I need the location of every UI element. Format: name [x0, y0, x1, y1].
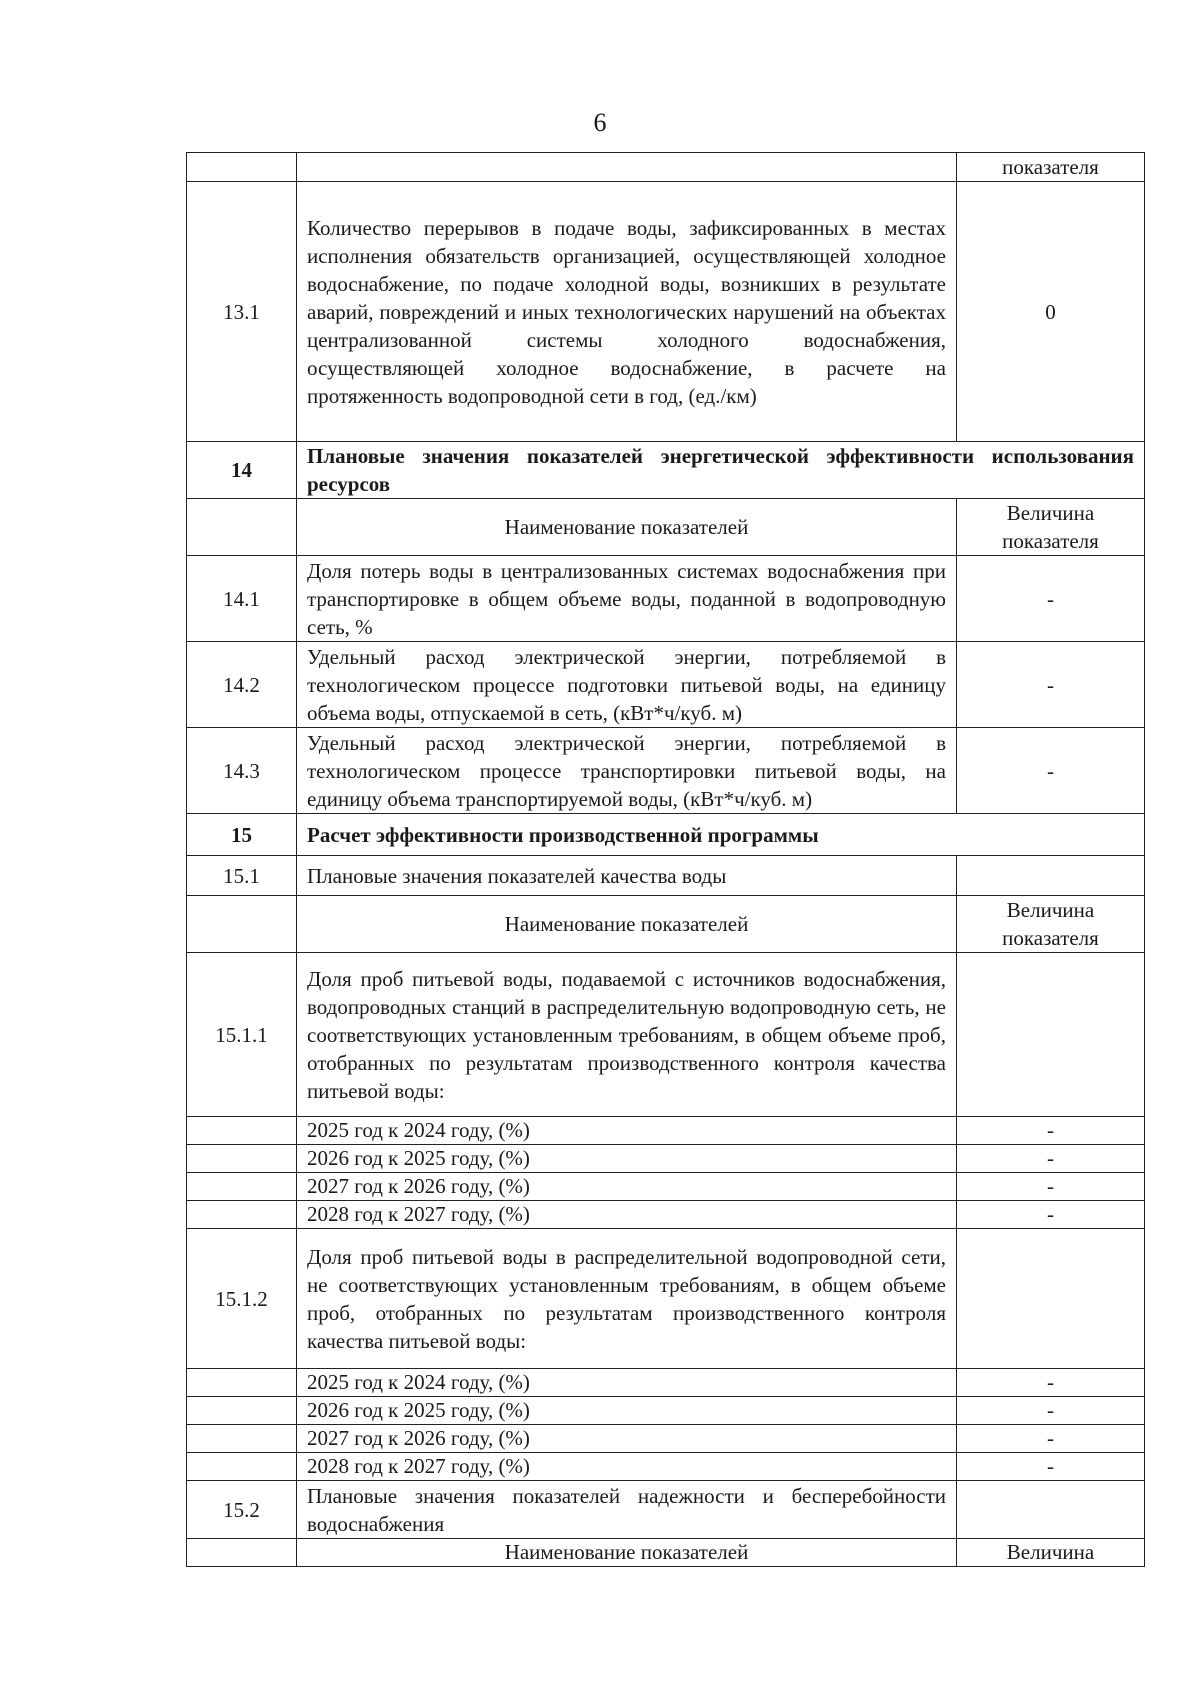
section-row: [187, 442, 1145, 499]
indicator-text: Доля проб питьевой воды в распределительной водопроводной сети, не соответствующих установленным требованиям, в общем объеме проб, отобранных по результатам производственного контроля качества питьевой воды:: [297, 1229, 957, 1369]
year-row: [187, 1425, 1145, 1453]
year-value: -: [957, 1453, 1145, 1481]
year-label: 2027 год к 2026 году, (%): [297, 1425, 957, 1453]
row-number: 14.2: [187, 642, 297, 728]
indicator-text: Удельный расход электрической энергии, потребляемой в технологическом процессе транспортировки питьевой воды, на единицу объема транспортируемой воды, (кВт*ч/куб. м): [297, 728, 957, 814]
year-value: -: [957, 1397, 1145, 1425]
page-number: 6: [593, 108, 607, 137]
indicator-value: 0: [957, 182, 1145, 442]
empty-cell: [187, 1453, 297, 1481]
indicator-text: Удельный расход электрической энергии, потребляемой в технологическом процессе подготовки питьевой воды, на единицу объема воды, отпускаемой в сеть, (кВт*ч/куб. м): [297, 642, 957, 728]
row-number: 15.1.1: [187, 953, 297, 1117]
year-label: 2028 год к 2027 году, (%): [297, 1453, 957, 1481]
table-row: [187, 642, 1145, 728]
year-value: -: [957, 1145, 1145, 1173]
year-row: [187, 1201, 1145, 1229]
indicators-table: [186, 152, 1145, 1567]
table-row: [187, 153, 1145, 182]
row-number: 14.1: [187, 556, 297, 642]
table-row: [187, 856, 1145, 896]
row-number: 15.1.2: [187, 1229, 297, 1369]
row-number: 13.1: [187, 182, 297, 442]
table-row: [187, 1229, 1145, 1369]
table-row: [187, 556, 1145, 642]
empty-cell: [957, 953, 1145, 1117]
indicator-value: -: [957, 728, 1145, 814]
header-row: [187, 896, 1145, 953]
year-label: 2025 год к 2024 году, (%): [297, 1117, 957, 1145]
year-row: [187, 1453, 1145, 1481]
empty-cell: [187, 1425, 297, 1453]
row-number: 14.3: [187, 728, 297, 814]
empty-cell: [957, 856, 1145, 896]
row-number: 15.1: [187, 856, 297, 896]
column-header-name: Наименование показателей: [297, 1539, 957, 1567]
indicator-value: -: [957, 642, 1145, 728]
row-number: 15.2: [187, 1481, 297, 1539]
indicator-value: -: [957, 556, 1145, 642]
year-row: [187, 1145, 1145, 1173]
year-value: -: [957, 1173, 1145, 1201]
year-value: -: [957, 1425, 1145, 1453]
year-label: 2027 год к 2026 году, (%): [297, 1173, 957, 1201]
year-label: 2026 год к 2025 году, (%): [297, 1145, 957, 1173]
empty-cell: [187, 1397, 297, 1425]
section-title: Плановые значения показателей энергетической эффективности использования ресурсов: [297, 442, 1145, 499]
year-label: 2026 год к 2025 году, (%): [297, 1397, 957, 1425]
table-row: [187, 953, 1145, 1117]
indicator-text: Количество перерывов в подаче воды, зафиксированных в местах исполнения обязательств организацией, осуществляющей холодное водоснабжение, по подаче холодной воды, возникших в результате аварий, повреждений и иных технологических нарушений на объектах централизованной системы холодного водоснабжения, осуществляющей холодное водоснабжение, в расчете на протяженность водопроводной сети в год, (ед./км): [297, 182, 957, 442]
empty-cell: [187, 1145, 297, 1173]
year-row: [187, 1173, 1145, 1201]
table-row: [187, 1481, 1145, 1539]
section-row: [187, 814, 1145, 856]
column-header-value: Величина показателя: [957, 499, 1145, 556]
section-number: 15: [187, 814, 297, 856]
indicator-text: Плановые значения показателей надежности и бесперебойности водоснабжения: [297, 1481, 957, 1539]
year-row: [187, 1369, 1145, 1397]
year-value: -: [957, 1369, 1145, 1397]
year-value: -: [957, 1201, 1145, 1229]
empty-cell: [187, 1173, 297, 1201]
year-row: [187, 1397, 1145, 1425]
column-header-value: Величина: [957, 1539, 1145, 1567]
indicator-text: Плановые значения показателей качества воды: [297, 856, 957, 896]
header-row: [187, 1539, 1145, 1567]
table-row: [187, 182, 1145, 442]
table-row: [187, 728, 1145, 814]
indicator-text: Доля потерь воды в централизованных системах водоснабжения при транспортировке в общем объеме воды, поданной в водопроводную сеть, %: [297, 556, 957, 642]
year-label: 2025 год к 2024 году, (%): [297, 1369, 957, 1397]
empty-cell: [957, 1481, 1145, 1539]
empty-cell: [187, 499, 297, 556]
section-number: 14: [187, 442, 297, 499]
empty-cell: [187, 1201, 297, 1229]
year-label: 2028 год к 2027 году, (%): [297, 1201, 957, 1229]
empty-cell: [187, 1369, 297, 1397]
empty-cell: [187, 896, 297, 953]
empty-cell: [187, 1117, 297, 1145]
empty-cell: [187, 153, 297, 182]
section-title: Расчет эффективности производственной программы: [297, 814, 1145, 856]
indicator-text: Доля проб питьевой воды, подаваемой с источников водоснабжения, водопроводных станций в распределительную водопроводную сеть, не соответствующих установленным требованиям, в общем объеме проб, отобранных по результатам производственного контроля качества питьевой воды:: [297, 953, 957, 1117]
column-header-value: Величина показателя: [957, 896, 1145, 953]
empty-cell: [957, 1229, 1145, 1369]
year-row: [187, 1117, 1145, 1145]
column-header-name: Наименование показателей: [297, 499, 957, 556]
year-value: -: [957, 1117, 1145, 1145]
empty-cell: [297, 153, 957, 182]
column-header-name: Наименование показателей: [297, 896, 957, 953]
header-row: [187, 499, 1145, 556]
value-cell: показателя: [957, 153, 1145, 182]
empty-cell: [187, 1539, 297, 1567]
